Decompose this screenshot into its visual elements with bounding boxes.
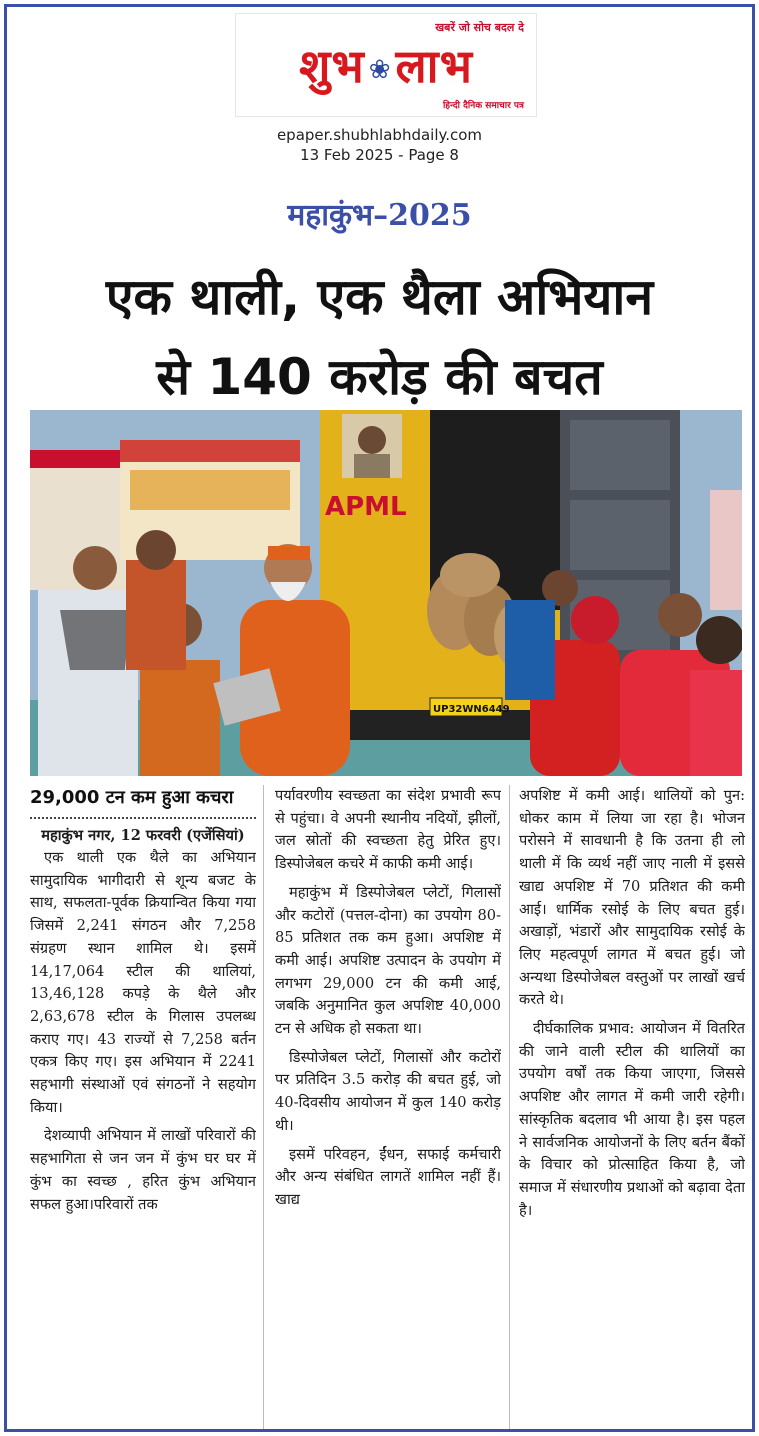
column-divider: [509, 785, 510, 1432]
masthead-name-left: शुभ: [299, 39, 365, 93]
source-site: epaper.shubhlabhdaily.com: [276, 126, 483, 144]
masthead-subtitle: हिन्दी दैनिक समाचार पत्र: [442, 101, 524, 111]
source-info: [7, 125, 752, 165]
masthead-tagline: खबरें जो सोच बदल दे: [435, 21, 524, 34]
paragraph: देशव्यापी अभियान में लाखों परिवारों की सहभागिता से जन जन में कुंभ घर घर में कुंभ का स्वच्छ , हरित कुंभ अभियान सफल हुआ।परिवारों तक: [30, 1127, 256, 1213]
ganesh-icon: ❀: [368, 54, 392, 85]
paragraph: एक थाली एक थैले का अभियान सामुदायिक भागीदारी से शून्य बजट के साथ, सफलता-पूर्वक क्रियान्वित किया गया जिसमें 2,241 संगठन और 7,258 संग्रहण स्थान शामिल थे। इसमें 14,17,064 स्टील की थालियां, 13,46,128 कपड़े के थैले और 2,63,678 स्टील के गिलास उपलब्ध कराए गए। 43 राज्यों से 7,258 बर्तन एकत्र किए गए। इस अभियान में 2241 सहभागी संस्थाओं एवं संगठनों ने सहयोग किया।: [30, 849, 256, 1116]
truck-text: APML: [325, 492, 407, 522]
page-frame: [4, 4, 755, 1432]
paragraph: डिस्पोजेबल प्लेटों, गिलासों और कटोरों पर प्रतिदिन 3.5 करोड़ की बचत हुई, जो 40-दिवसीय आयोजन में कुल 140 करोड़ थी।: [275, 1048, 501, 1134]
headline-line-1: एक थाली, एक थैला अभियान: [105, 268, 654, 326]
paragraph: अपशिष्ट में कमी आई। थालियों को पुन: धोकर काम में लिया जा रहा है। भोजन परोसने में सावधानी है कि उतना ही लो थाली में कि व्यर्थ नहीं जाए नाली में इससे खाद्य अपशिष्ट में 70 प्रतिशत की कमी आई। धार्मिक रसोई के लिए बचत हुई। अखाड़ों, भंडारों और सामुदायिक रसोई के लिए महत्वपूर्ण लागत में बचत हुई। जो अन्यथा डिस्पोजेबल वस्तुओं पर लाखों खर्च करते थे।: [519, 787, 745, 1009]
article-subhead: 29,000 टन कम हुआ कचरा: [30, 787, 234, 808]
article-photo: [30, 410, 742, 776]
paragraph: पर्यावरणीय स्वच्छता का संदेश प्रभावी रूप से पहुंचा। वे अपनी स्थानीय नदियों, झीलों, जल स्रोतों की स्वच्छता हेतु प्रेरित हुए। डिस्पोजेबल कचरे में काफी कमी आई।: [275, 787, 501, 873]
headline-line-2: से 140 करोड़ की बचत: [156, 348, 603, 406]
paragraph: दीर्घकालिक प्रभाव: आयोजन में वितरित की जाने वाली स्टील की थालियों का उपयोग वर्षों तक किया जाएगा, जिससे अपशिष्ट और लागत में कमी जारी रहेगी। सांस्कृतिक बदलाव भी आया है। इस पहल ने सार्वजनिक आयोजनों के लिए बर्तन बैंकों के विचार को प्रोत्साहित किया है, जो समाज में संधारणीय प्रथाओं को बढ़ावा देता है।: [519, 1020, 745, 1219]
paragraph: महाकुंभ में डिस्पोजेबल प्लेटों, गिलासों और कटोरों (पत्तल-दोना) का उपयोग 80-85 प्रतिशत तक कम हुआ। अपशिष्ट में कमी आई। अपशिष्ट उत्पादन के उपयोग में लगभग 29,000 टन की कमी आई, जबकि अनुमानित कुल अपशिष्ट 40,000 टन से अधिक हो सकता था।: [275, 883, 501, 1038]
article-column-2: [275, 785, 501, 1218]
column-divider: [263, 785, 264, 1432]
article-column-1: [30, 785, 256, 1222]
article-kicker: महाकुंभ–2025: [287, 198, 472, 233]
masthead-logo: [235, 13, 537, 117]
article-dateline: महाकुंभ नगर, 12 फरवरी (एजेंसियां): [41, 827, 245, 844]
article-column-3: [519, 785, 745, 1228]
masthead-name-right: लाभ: [395, 39, 473, 93]
subhead-rule: [30, 817, 256, 819]
paragraph: इसमें परिवहन, ईंधन, सफाई कर्मचारी और अन्य संबंधित लागतें शामिल नहीं हैं। खाद्य: [275, 1145, 501, 1208]
masthead-name: [236, 34, 536, 96]
plate-text: UP32WN6449: [433, 704, 510, 715]
source-date-page: 13 Feb 2025 - Page 8: [300, 146, 459, 164]
photo-illustration: [30, 410, 742, 776]
article-headline: [7, 257, 752, 417]
